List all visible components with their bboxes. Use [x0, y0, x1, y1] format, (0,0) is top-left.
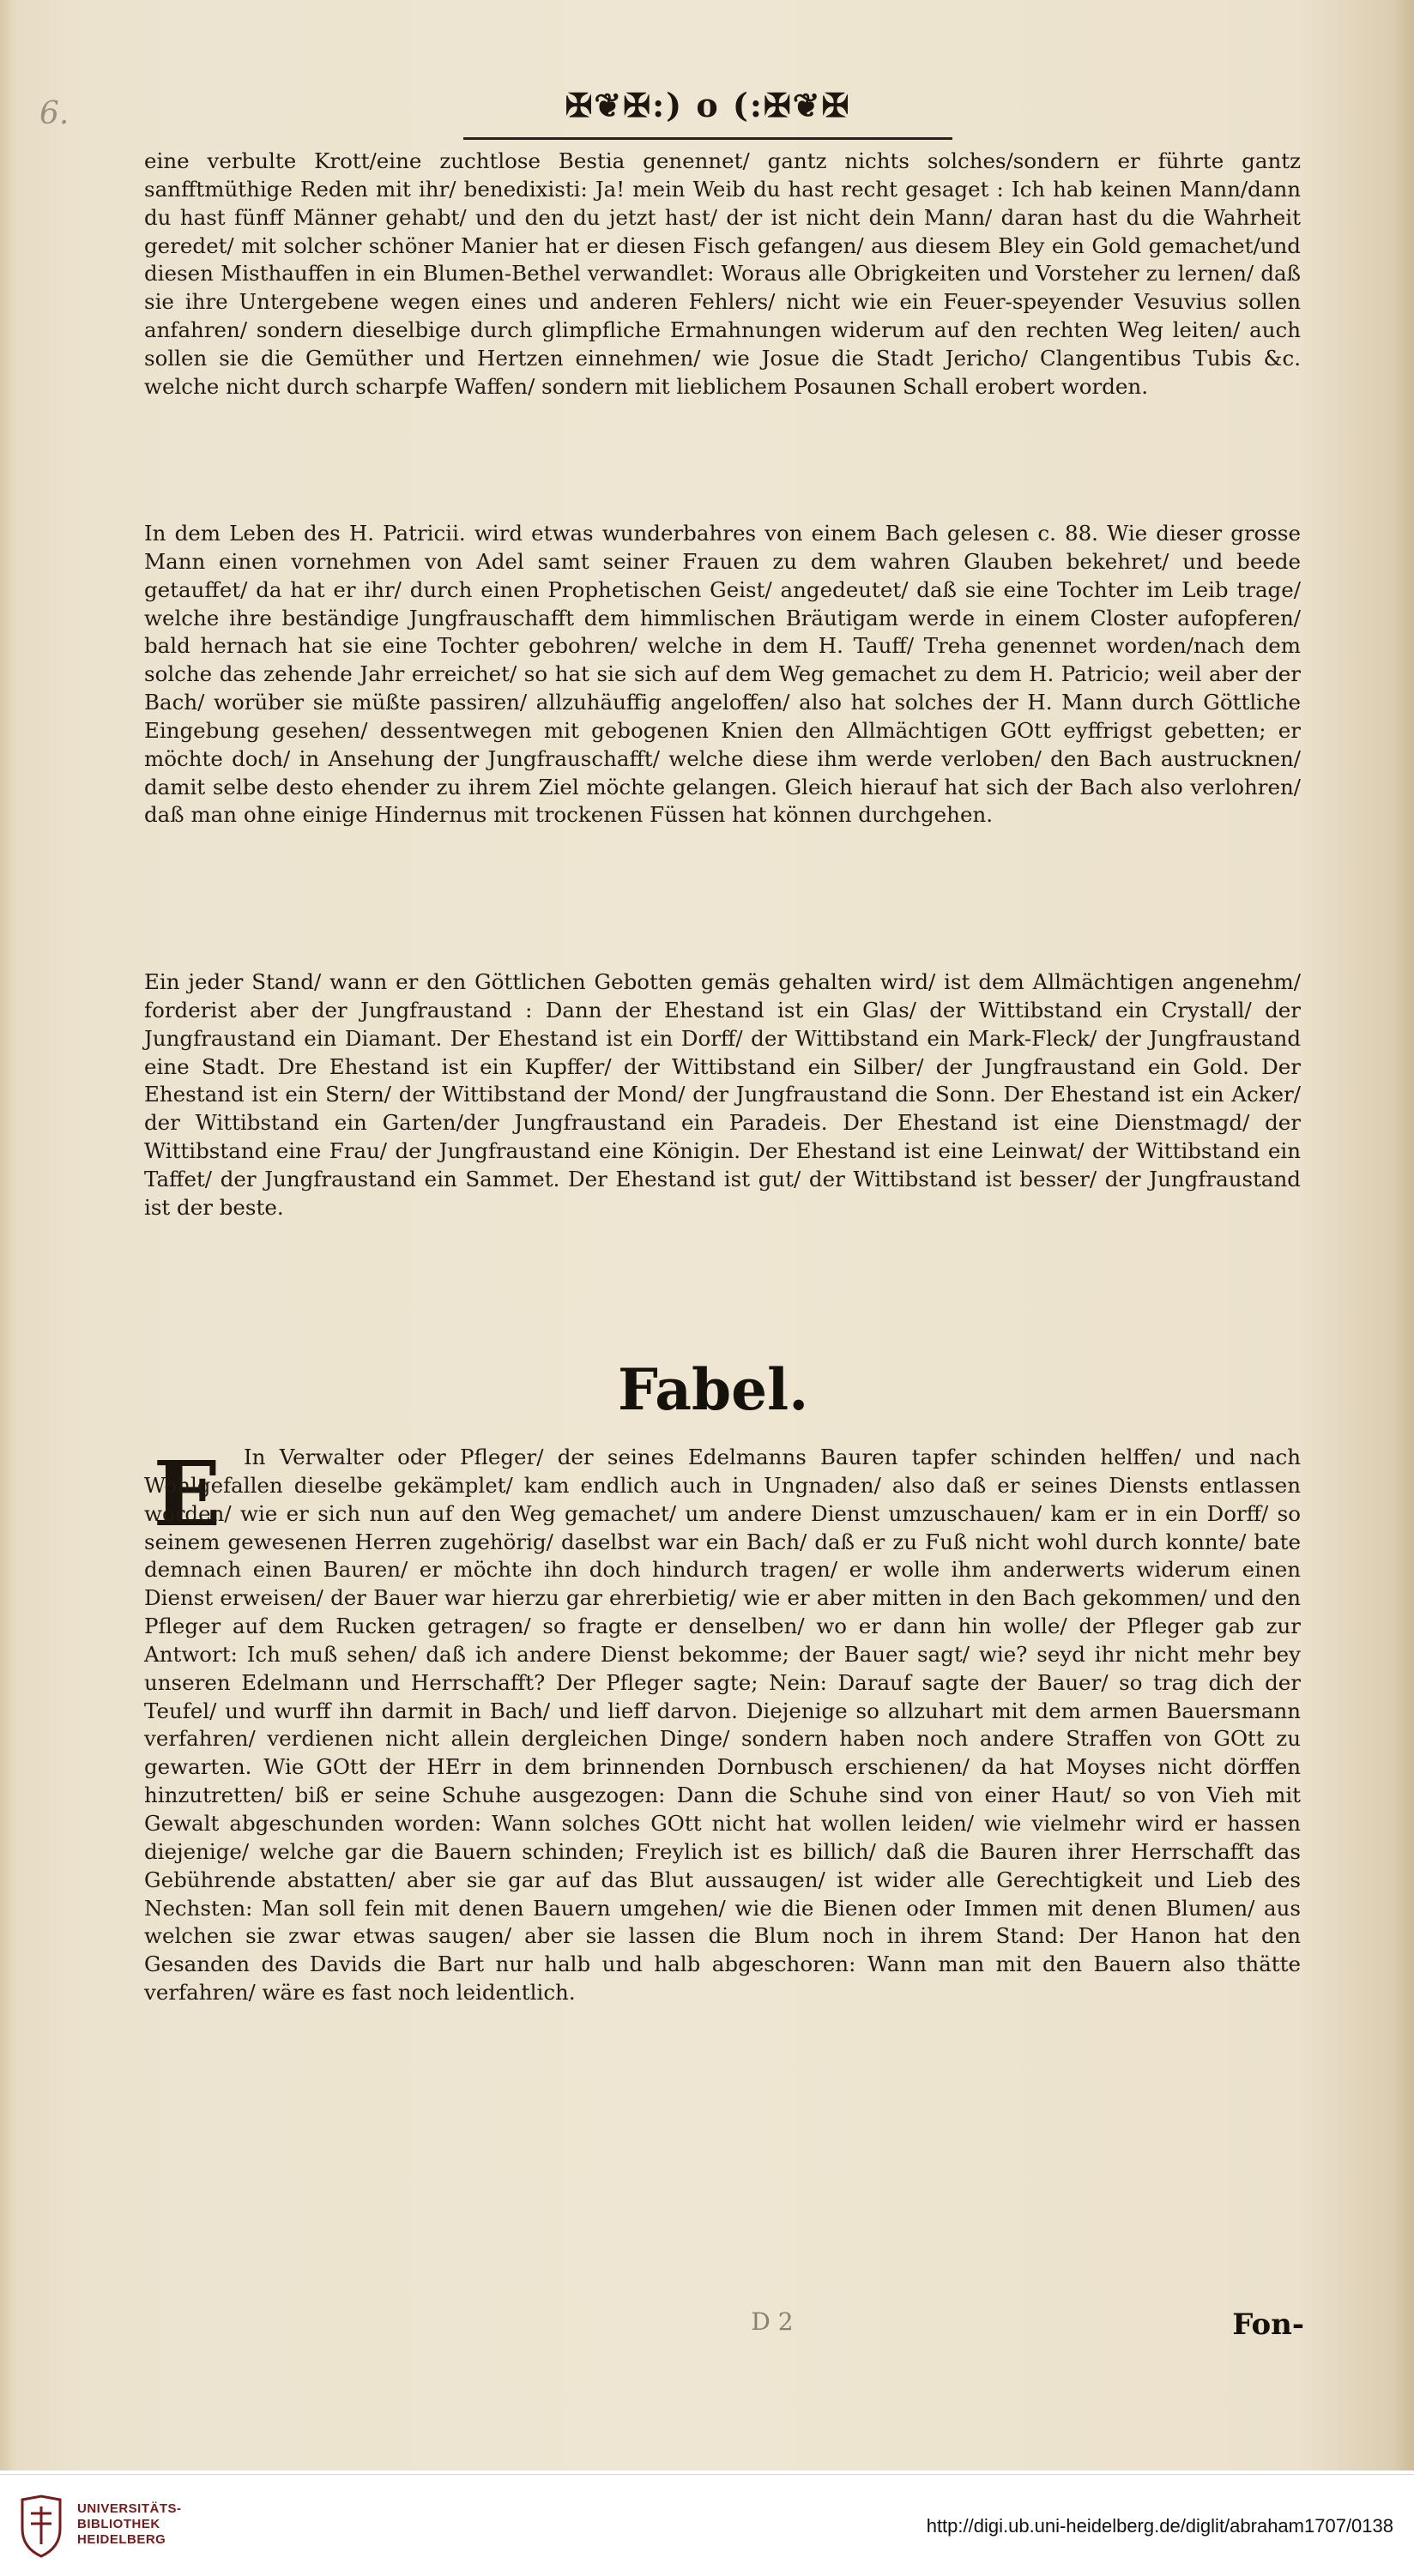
catchword: Fon- [1232, 2308, 1304, 2342]
fabel-text: In Verwalter oder Pfleger/ der seines Edelmanns Bauren tapfer schinden helffen/ und nach Wohlgefallen dieselbe gekämplet/ kam endlich auch in Ungnaden/ also daß er seines Diensts entlassen worden/ wie er sich nun auf den Weg gemachet/ um andere Dienst umzuschauen/ kam er in ein Dorff/ so seinem gewesenen Herren zugehörig/ daselbst war ein Bach/ daß er zu Fuß nicht wohl durch konnte/ bate demnach einen Bauren/ er möchte ihn doch hindurch tragen/ er wolle ihm anderwerts widerum einen Dienst erweisen/ der Bauer war hierzu gar ehrerbietig/ wie er aber mitten in den Bach gekommen/ und den Pfleger auf dem Rucken getragen/ so fragte er denselben/ wo er dann hin wolle/ der Pfleger gab zur Antwort: Ich muß sehen/ daß ich andere Dienst bekomme; der Bauer sagt/ wie? seyd ihr nicht mehr bey unseren Edelmann und Herrschafft? Der Pfleger sagte; Nein: Darauf sagte der Bauer/ so trag dich der Teufel/ und wurff ihn darmit in Bach/ und lieff darvon. Diejenige so allzuhart mit dem armen Bauersmann verfahren/ verdienen nicht allein dergleichen Dinge/ sondern haben noch andere Straffen von GOtt zu gewarten. Wie GOtt der HErr in dem brinnenden Dornbusch erschienen/ da hat Moyses nicht dörffen hinzutretten/ biß er seine Schuhe ausgezogen: Dann die Schuhe sind von einer Haut/ so von Vieh mit Gewalt abgeschunden worden: Wann solches GOtt nicht hat wollen leiden/ wie vielmehr wird er hassen diejenige/ welche gar die Bauern schinden; Freylich ist es billich/ daß die Bauren ihrer Herrschafft das Gebührende abstatten/ aber sie gar auf das Blut aussaugen/ ist wider alle Gerechtigkeit und Lieb des Nechsten: Man soll fein mit denen Bauern umgehen/ wie die Bienen oder Immen mit denen Blumen/ aus welchen sie zwar etwas saugen/ aber sie lassen die Blum noch in ihrem Stand: Der Hanon hat den Gesanden des Davids die Bart nur halb und halb abgeschoren: Wann man mit den Bauern also thätte verfahren/ wäre es fast noch leidentlich. [144, 1445, 1301, 2006]
university-seal-icon [15, 2495, 67, 2560]
library-name [77, 2501, 266, 2548]
drop-capital: E [153, 1441, 221, 1547]
permalink-url[interactable]: http://digi.ub.uni-heidelberg.de/diglit/abraham1707/0138 [926, 2515, 1393, 2537]
paragraph-3: Ein jeder Stand/ wann er den Göttlichen Gebotten gemäs gehalten wird/ ist dem Allmächtigen angenehm/ forderist aber der Jungfraustand : Dann der Ehestand ist ein Glas/ der Wittibstand ein Crystall/ der Jungfraustand ein Diamant. Der Ehestand ist ein Dorff/ der Wittibstand ein Mark-Fleck/ der Jungfraustand eine Stadt. Dre Ehestand ist ein Kupffer/ der Wittibstand ein Silber/ der Jungfraustand ein Gold. Der Ehestand ist ein Stern/ der Wittibstand der Mond/ der Jungfraustand die Sonn. Der Ehestand ist ein Acker/ der Wittibstand ein Garten/der Jungfraustand ein Paradeis. Der Ehestand ist eine Dienstmagd/ der Wittibstand eine Frau/ der Jungfraustand eine Königin. Der Ehestand ist eine Leinwat/ der Wittibstand ein Taffet/ der Jungfraustand ein Sammet. Der Ehestand ist gut/ der Wittibstand ist besser/ der Jungfraustand ist der beste. [144, 969, 1301, 1220]
paragraph-2: In dem Leben des H. Patricii. wird etwas wunderbahres von einem Bach gelesen c. 88. Wie dieser grosse Mann einen vornehmen von Adel samt seiner Frauen zu dem wahren Glauben bekehret/ und beede getauffet/ da hat er ihr/ durch einen Prophetischen Geist/ angedeutet/ daß sie eine Tochter im Leib trage/ welche ihre beständige Jungfrauschafft dem himmlischen Bräutigam werde in einem Closter aufopferen/ bald hernach hat sie eine Tochter gebohren/ welche in dem H. Tauff/ Treha genennet worden/nach dem solche das zehende Jahr erreichet/ so hat sie sich auf dem Weg gemachet zu dem H. Patricio; weil aber der Bach/ worüber sie müßte passiren/ allzuhäuffig angeloffen/ also hat solches der H. Mann durch Göttliche Eingebung gesehen/ dessentwegen mit gebogenen Knien den Allmächtigen GOtt eyffrigst gebetten; er möchte doch/ in Ansehung der Jungfrauschafft/ welche diese ihm werde verloben/ den Bach austrucknen/ damit selbe desto ehender zu ihrem Ziel möchte gelangen. Gleich hierauf hat sich der Bach also verlohren/ daß man ohne einige Hindernus mit trockenen Füssen hat können durchgehen. [144, 521, 1301, 828]
dropcap-spacer [144, 1463, 244, 1464]
header-ornament: ✠❦✠:) o (:✠❦✠ [565, 86, 851, 124]
library-name-line-1: UNIVERSITÄTS- [77, 2501, 182, 2516]
library-name-line-2: BIBLIOTHEK [77, 2517, 160, 2531]
paragraph-fabel [144, 1441, 1301, 2007]
paragraph-1: eine verbulte Krott/eine zuchtlose Bestia genennet/ gantz nichts solches/sondern er führte gantz sanfftmüthige Reden mit ihr/ benedixisti: Ja! mein Weib du hast recht gesaget : Ich hab keinen Mann/dann du hast fünff Männer gehabt/ und den du jetzt hast/ der ist nicht dein Mann/ daran hast du die Wahrheit geredet/ mit solcher schöner Manier hat er diesen Fisch gefangen/ aus diesem Bley ein Gold gemachet/und diesen Misthauffen in ein Blumen-Bethel verwandlet: Woraus alle Obrigkeiten und Vorsteher zu lernen/ daß sie ihre Untergebene wegen eines und anderen Fehlers/ nicht wie ein Feuer-speyender Vesuvius sollen anfahren/ sondern dieselbige durch glimpfliche Ermahnungen widerum auf den rechten Weg leiten/ auch sollen sie die Gemüther und Hertzen einnehmen/ wie Josue die Stadt Jericho/ Clangentibus Tubis &c. welche nicht durch scharpfe Waffen/ sondern mit lieblichem Posaunen Schall erobert worden. [144, 148, 1301, 399]
header-rule [463, 137, 952, 140]
library-name-line-3: HEIDELBERG [77, 2532, 166, 2547]
margin-note: 6. [39, 96, 69, 131]
signature-mark: D 2 [751, 2308, 794, 2336]
section-title-fabel: Fabel. [618, 1356, 809, 1423]
